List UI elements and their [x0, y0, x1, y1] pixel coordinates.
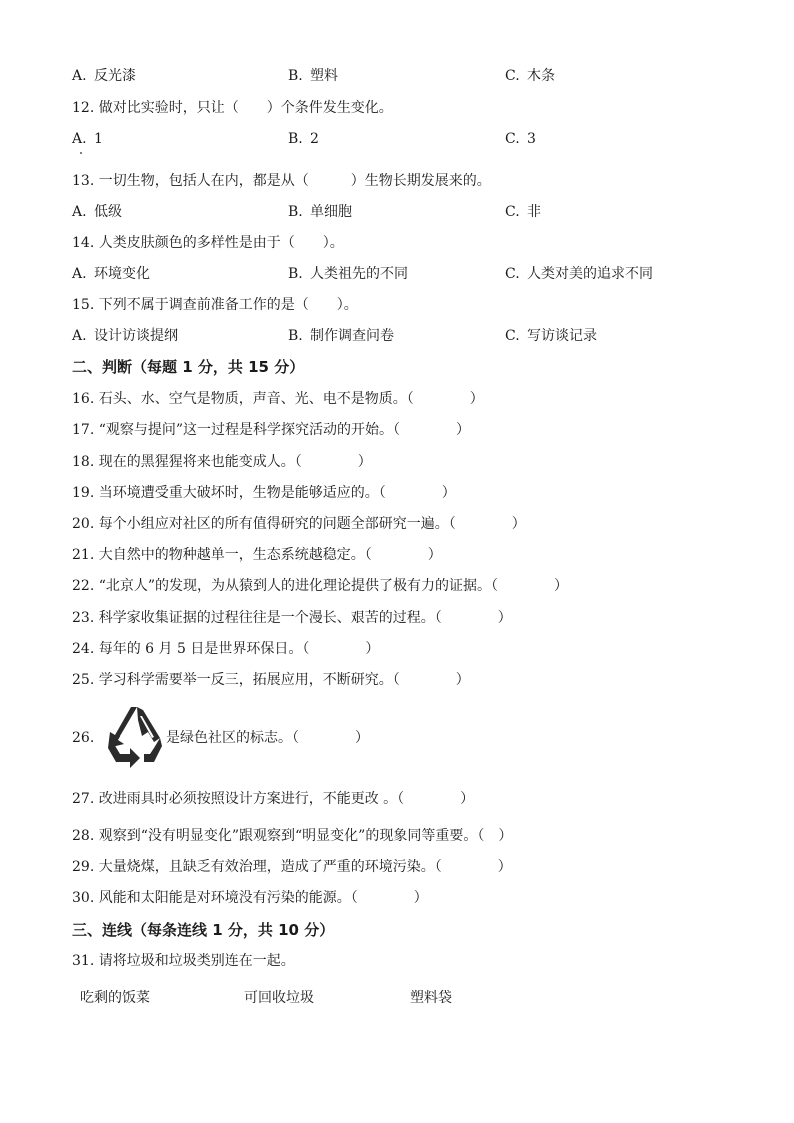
q22: 22. “北京人”的发现，为从猿到人的进化理论提供了极有力的证据。（ ） [72, 578, 569, 594]
q29: 29. 大量烧煤，且缺乏有效治理，造成了严重的环境污染。（ ） [72, 859, 512, 875]
q13-option-a: A. 低级 [72, 204, 122, 220]
q14-stem: 14. 人类皮肤颜色的多样性是由于（ ）。 [72, 235, 344, 251]
q26-number: 26. [72, 730, 95, 746]
match-item-leftover-food: 吃剩的饭菜 [80, 990, 150, 1006]
match-item-recyclable: 可回收垃圾 [244, 990, 314, 1006]
q11-option-c: C. 木条 [505, 68, 555, 84]
q12-option-a: A. 1 [72, 131, 103, 147]
q31-stem: 31. 请将垃圾和垃圾类别连在一起。 [72, 953, 295, 969]
section-match-title: 三、连线（每条连线 1 分，共 10 分） [72, 921, 335, 939]
q13-option-c: C. 非 [505, 204, 541, 220]
q15-option-a: A. 设计访谈提纲 [72, 328, 178, 344]
q15-option-c: C. 写访谈记录 [505, 328, 597, 344]
q15-stem: 15. 下列不属于调查前准备工作的是（ ）。 [72, 297, 358, 313]
q14-option-b: B. 人类祖先的不同 [288, 266, 408, 282]
q11-option-b: B. 塑料 [288, 68, 338, 84]
q20: 20. 每个小组应对社区的所有值得研究的问题全部研究一遍。（ ） [72, 516, 526, 532]
q25: 25. 学习科学需要举一反三，拓展应用，不断研究。（ ） [72, 672, 470, 688]
q14-option-c: C. 人类对美的追求不同 [505, 266, 653, 282]
q16: 16. 石头、水、空气是物质，声音、光、电不是物质。（ ） [72, 391, 484, 407]
q30: 30. 风能和太阳能是对环境没有污染的能源。（ ） [72, 890, 428, 906]
section-judge-title: 二、判断（每题 1 分，共 15 分） [72, 358, 305, 376]
q24: 24. 每年的 6 月 5 日是世界环保日。（ ） [72, 641, 380, 657]
q19: 19. 当环境遭受重大破坏时，生物是能够适应的。（ ） [72, 485, 456, 501]
q13-option-b: B. 单细胞 [288, 204, 352, 220]
q15-option-b: B. 制作调查问卷 [288, 328, 394, 344]
q17: 17. “观察与提问”这一过程是科学探究活动的开始。（ ） [72, 422, 471, 438]
scan-speck [80, 152, 82, 154]
q12-stem: 12. 做对比实验时，只让（ ）个条件发生变化。 [72, 100, 393, 116]
q21: 21. 大自然中的物种越单一，生态系统越稳定。（ ） [72, 547, 442, 563]
q23: 23. 科学家收集证据的过程往往是一个漫长、艰苦的过程。（ ） [72, 610, 512, 626]
recycle-symbol-icon [104, 704, 164, 770]
q28: 28. 观察到“没有明显变化”跟观察到“明显变化”的现象同等重要。（ ） [72, 828, 513, 844]
match-item-plastic-bag: 塑料袋 [410, 990, 452, 1006]
q27: 27. 改进雨具时必须按照设计方案进行，不能更改 。（ ） [72, 791, 475, 807]
q14-option-a: A. 环境变化 [72, 266, 150, 282]
q18: 18. 现在的黑猩猩将来也能变成人。（ ） [72, 454, 372, 470]
q26-text: 是绿色社区的标志。（ ） [166, 730, 369, 746]
q12-option-b: B. 2 [288, 131, 319, 147]
q13-stem: 13. 一切生物，包括人在内，都是从（ ）生物长期发展来的。 [72, 173, 491, 189]
q12-option-c: C. 3 [505, 131, 536, 147]
q11-option-a: A. 反光漆 [72, 68, 136, 84]
